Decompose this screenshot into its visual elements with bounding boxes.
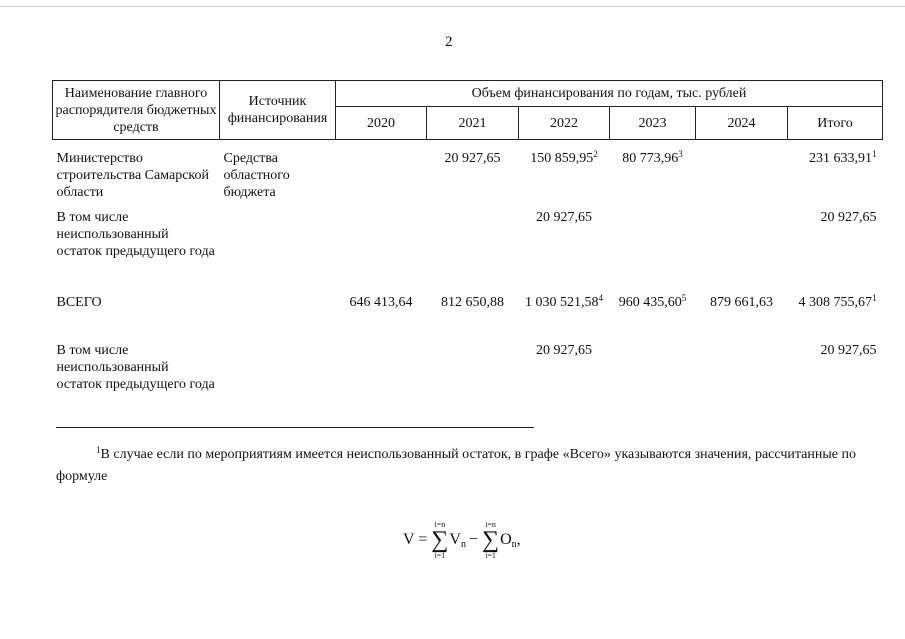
table-row [53, 286, 883, 334]
table-row [53, 206, 883, 286]
header-year: 2023 [610, 107, 696, 140]
row-name: В том числе неиспользованный остаток предыдущего года [56, 342, 215, 392]
table-row [53, 334, 883, 414]
header-year: 2021 [427, 107, 519, 140]
formula-term1: $V_n$ [449, 530, 466, 550]
cell-total: 20 927,65 [820, 342, 877, 358]
cell-value: 812 650,88 [441, 294, 504, 310]
header-year: 2020 [336, 107, 427, 140]
header-recipient: Наименование главного распорядителя бюджетных средств [53, 81, 220, 140]
footnote [56, 444, 856, 488]
page-number: 2 [445, 34, 453, 50]
cell-value: 960 435,60$^5$ [618, 292, 687, 310]
cell-total: 4 308 755,67$^1$ [798, 292, 877, 310]
formula [403, 520, 521, 560]
cell-value: 80 773,96$^3$ [622, 149, 683, 166]
cell-total: 231 633,91$^1$ [809, 149, 877, 166]
row-source: Средства областного бюджета [223, 151, 290, 200]
header-source: Источник финансирования [220, 81, 336, 140]
row-name: В том числе неиспользованный остаток предыдущего года [56, 209, 215, 259]
sum-symbol: i=n ∑ i=1 [431, 520, 449, 560]
cell-value: 20 927,65 [444, 151, 501, 166]
formula-lhs: V = [403, 531, 428, 548]
sum-symbol: i=n ∑ i=1 [482, 520, 500, 560]
cell-value [696, 140, 788, 206]
row-name: Министерство строительства Самарской области [56, 151, 209, 200]
header-volume: Объем финансирования по годам, тыс. рублей [336, 81, 883, 107]
top-border-line [0, 6, 905, 7]
footnote-marker: 1 [96, 445, 101, 455]
header-year: 2022 [519, 107, 610, 140]
cell-value: 20 927,65 [536, 342, 592, 358]
cell-value [610, 206, 696, 286]
cell-value: 20 927,65 [536, 209, 592, 225]
formula-term2: $O_n$, [500, 530, 521, 550]
cell-value [427, 334, 519, 414]
cell-value: 879 661,63 [710, 294, 773, 310]
cell-value [336, 140, 427, 206]
row-name: ВСЕГО [56, 294, 102, 310]
footnote-separator [56, 427, 534, 428]
cell-value: 646 413,64 [349, 294, 413, 310]
cell-value [696, 334, 788, 414]
row-source [220, 334, 336, 414]
cell-total: 20 927,65 [820, 209, 877, 225]
cell-value [336, 334, 427, 414]
financing-table [52, 80, 883, 414]
header-year: 2024 [696, 107, 788, 140]
cell-value [336, 206, 427, 286]
formula-minus: − [468, 531, 478, 548]
table-row [53, 140, 883, 206]
cell-value [427, 206, 519, 286]
cell-value: 150 859,95$^2$ [530, 149, 598, 166]
cell-value [610, 334, 696, 414]
cell-value [696, 206, 788, 286]
cell-value: 1 030 521,58$^4$ [525, 292, 603, 310]
header-total: Итого [788, 107, 883, 140]
row-source [220, 286, 336, 334]
row-source [220, 206, 336, 286]
footnote-text: В случае если по мероприятиям имеется неиспользованный остаток, в графе «Всего» указываются значения, рассчитанные по формуле [56, 447, 856, 484]
